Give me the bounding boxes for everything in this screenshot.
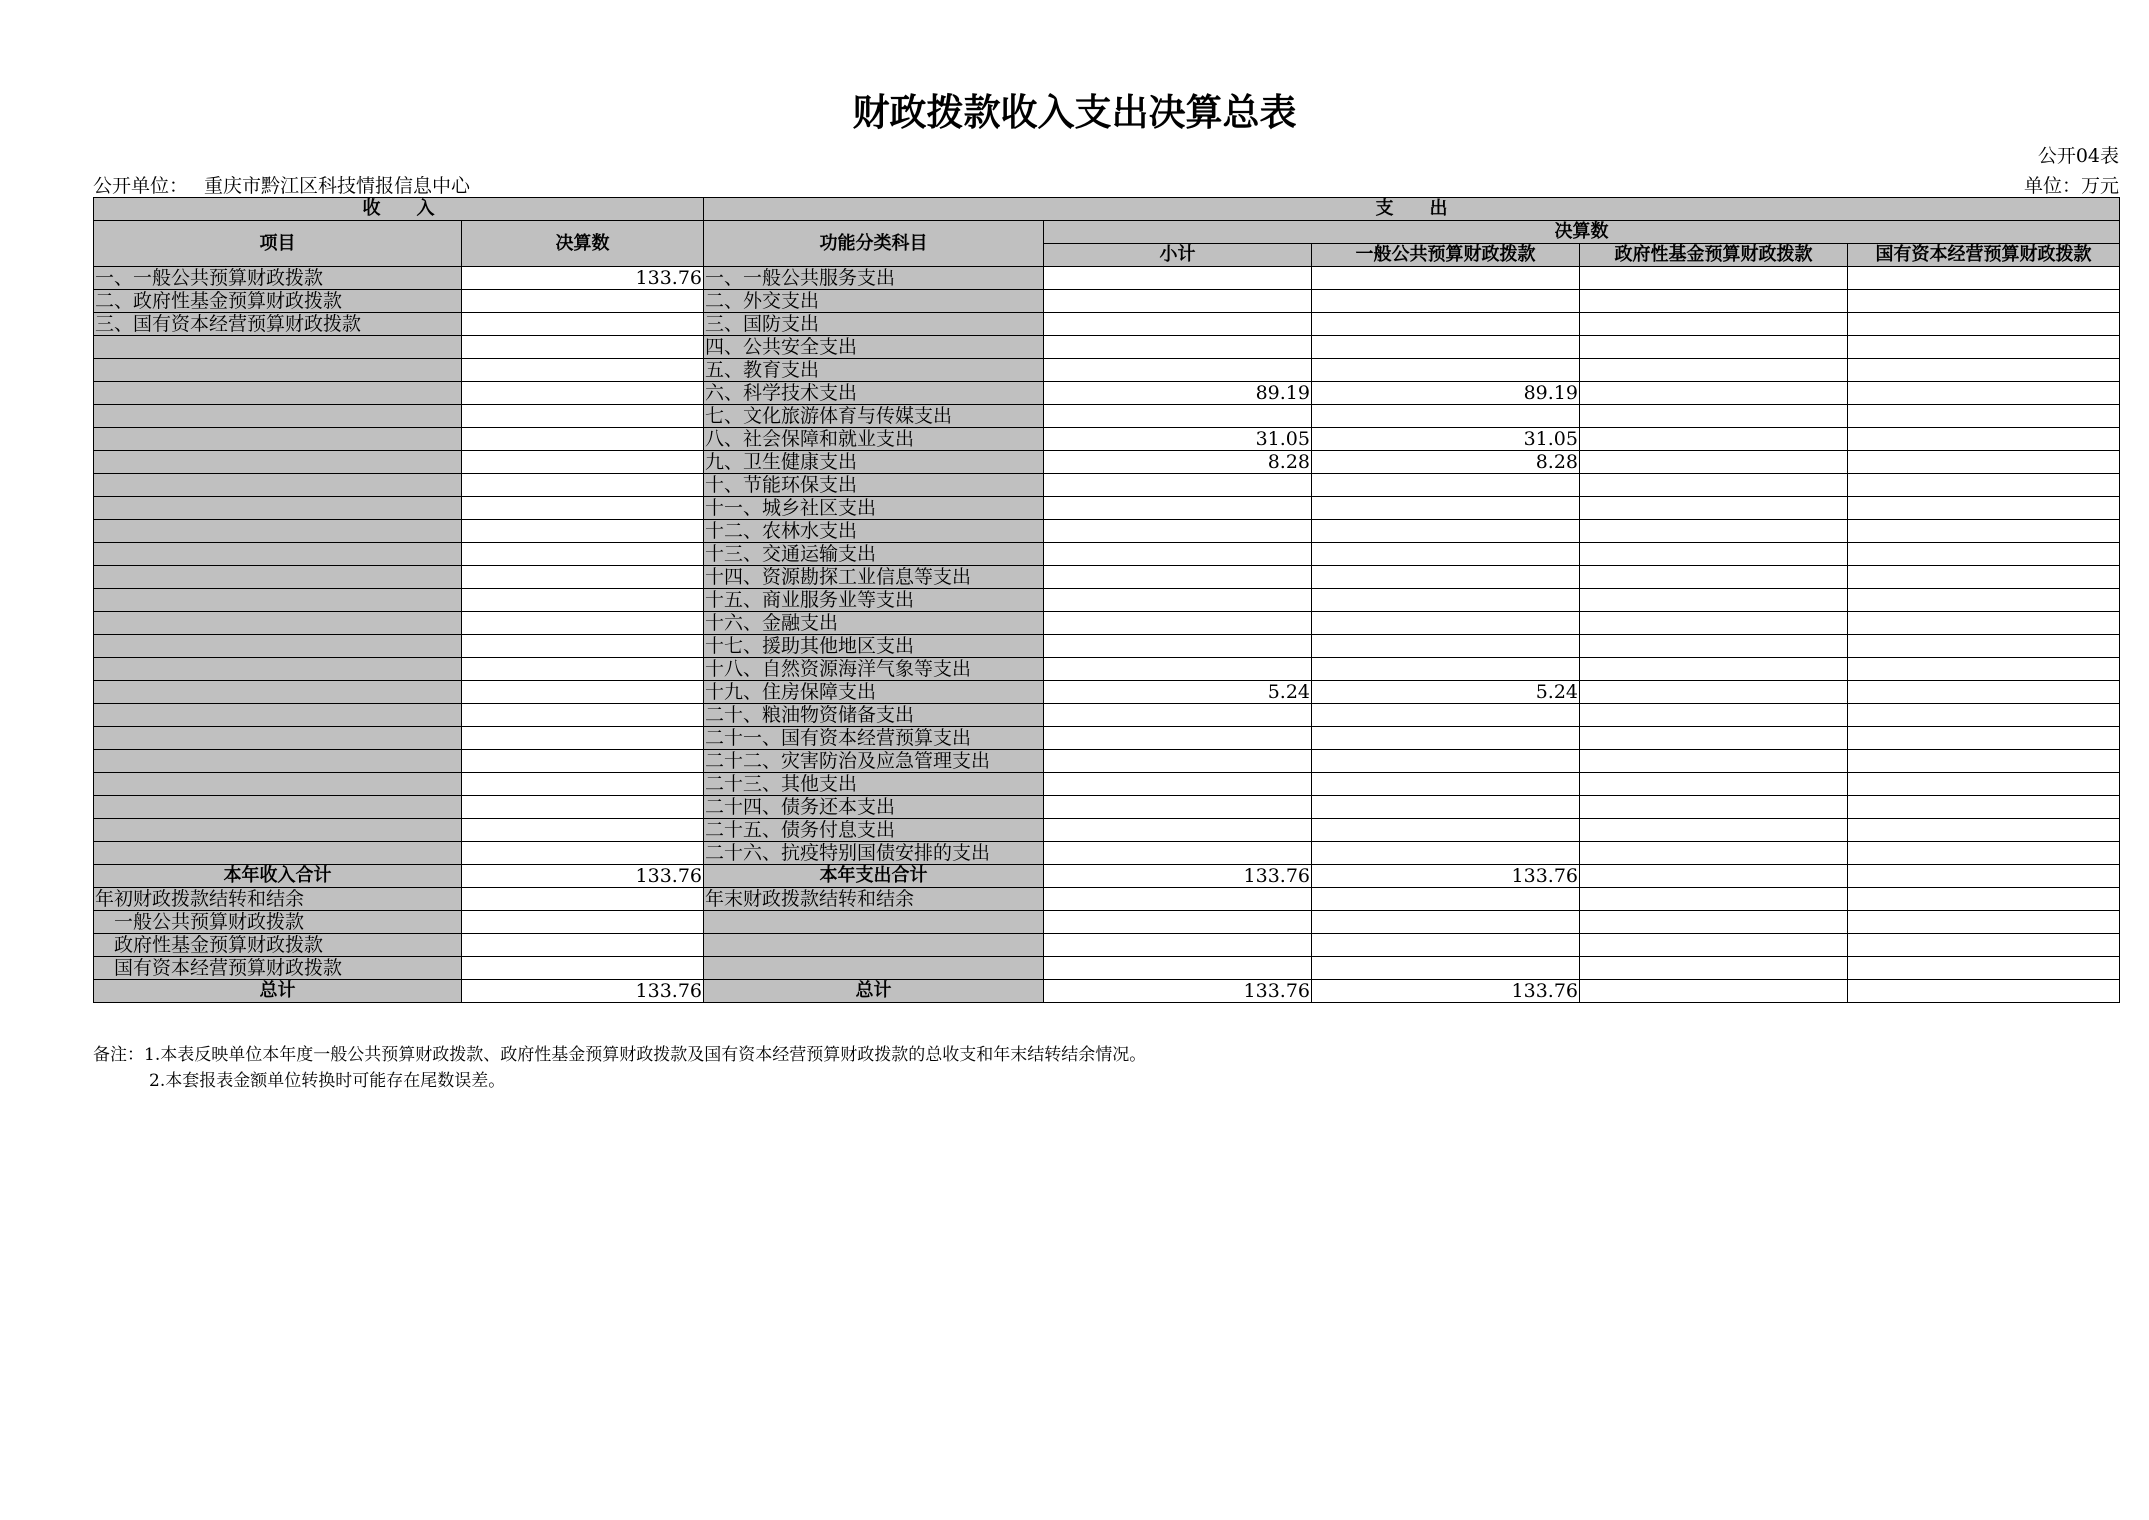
expense-function-cell: 二十四、债务还本支出 (704, 796, 1044, 819)
income-item-cell (94, 451, 462, 474)
income-amount-cell (462, 704, 704, 727)
expense-function-cell (704, 957, 1044, 980)
general-budget-cell (1312, 612, 1580, 635)
table-row (94, 704, 2120, 727)
general-budget-cell (1312, 635, 1580, 658)
general-budget-cell (1312, 474, 1580, 497)
income-amount-cell (462, 497, 704, 520)
subtotal-cell (1044, 405, 1312, 428)
gov-fund-cell (1580, 382, 1848, 405)
state-capital-cell (1848, 842, 2120, 865)
table-row (94, 819, 2120, 842)
income-header: 收 入 (94, 198, 704, 221)
subtotal-cell (1044, 566, 1312, 589)
income-item-cell (94, 497, 462, 520)
expense-function-cell: 二十五、债务付息支出 (704, 819, 1044, 842)
expense-function-cell: 十五、商业服务业等支出 (704, 589, 1044, 612)
subtotal-cell (1044, 796, 1312, 819)
table-row (94, 750, 2120, 773)
state-capital-cell (1848, 773, 2120, 796)
expense-function-cell: 本年支出合计 (704, 865, 1044, 888)
subtotal-cell (1044, 750, 1312, 773)
state-capital-cell (1848, 405, 2120, 428)
general-budget-cell (1312, 911, 1580, 934)
expense-function-cell: 五、教育支出 (704, 359, 1044, 382)
income-amount-cell (462, 382, 704, 405)
page-title: 财政拨款收入支出决算总表 (852, 91, 1297, 134)
state-capital-cell (1848, 819, 2120, 842)
table-row (94, 520, 2120, 543)
subtotal-cell (1044, 589, 1312, 612)
income-item-cell (94, 566, 462, 589)
income-amount-cell (462, 957, 704, 980)
subtotal-cell (1044, 704, 1312, 727)
table-row (94, 543, 2120, 566)
general-budget-cell: 8.28 (1312, 451, 1580, 474)
header-row-2 (94, 221, 2120, 244)
table-row (94, 405, 2120, 428)
gov-fund-cell (1580, 773, 1848, 796)
gov-fund-cell (1580, 566, 1848, 589)
income-amount-cell (462, 796, 704, 819)
expense-function-cell: 七、文化旅游体育与传媒支出 (704, 405, 1044, 428)
notes (93, 1042, 1146, 1094)
year-total-row (94, 865, 2120, 888)
table-row (94, 658, 2120, 681)
income-item-cell (94, 520, 462, 543)
income-item-cell (94, 681, 462, 704)
general-budget-cell (1312, 520, 1580, 543)
expense-function-cell: 四、公共安全支出 (704, 336, 1044, 359)
subtotal-cell (1044, 612, 1312, 635)
org-info (93, 171, 486, 198)
general-budget-cell (1312, 888, 1580, 911)
expense-function-cell: 九、卫生健康支出 (704, 451, 1044, 474)
income-amount-cell (462, 658, 704, 681)
income-item-cell (94, 658, 462, 681)
gov-fund-cell (1580, 520, 1848, 543)
income-item-cell: 国有资本经营预算财政拨款 (94, 957, 462, 980)
general-budget-cell: 31.05 (1312, 428, 1580, 451)
general-budget-header: 一般公共预算财政拨款 (1312, 244, 1580, 267)
gov-fund-cell (1580, 290, 1848, 313)
subtotal-cell (1044, 497, 1312, 520)
subtotal-cell: 8.28 (1044, 451, 1312, 474)
income-item-cell (94, 589, 462, 612)
gov-fund-header: 政府性基金预算财政拨款 (1580, 244, 1848, 267)
income-amount-cell (462, 589, 704, 612)
expense-function-cell: 十三、交通运输支出 (704, 543, 1044, 566)
expense-function-cell: 一、一般公共服务支出 (704, 267, 1044, 290)
general-budget-cell (1312, 497, 1580, 520)
carryover-row (94, 888, 2120, 911)
expense-function-cell: 二十一、国有资本经营预算支出 (704, 727, 1044, 750)
subtotal-cell (1044, 888, 1312, 911)
income-amount-cell: 133.76 (462, 865, 704, 888)
amount-group-header: 决算数 (1044, 221, 2120, 244)
money-unit: 单位：万元 (2023, 175, 2119, 197)
gov-fund-cell (1580, 727, 1848, 750)
gov-fund-cell (1580, 658, 1848, 681)
state-capital-cell (1848, 865, 2120, 888)
expense-function-cell: 二、外交支出 (704, 290, 1044, 313)
general-budget-cell (1312, 589, 1580, 612)
table-row (94, 842, 2120, 865)
table-row (94, 382, 2120, 405)
general-budget-cell (1312, 658, 1580, 681)
subtotal-cell (1044, 911, 1312, 934)
org-label: 公开单位： (93, 175, 189, 197)
income-amount-cell (462, 911, 704, 934)
income-item-cell (94, 750, 462, 773)
gov-fund-cell (1580, 405, 1848, 428)
subtotal-cell (1044, 267, 1312, 290)
gov-fund-cell (1580, 980, 1848, 1003)
income-item-cell (94, 543, 462, 566)
income-amount-cell (462, 888, 704, 911)
income-item-cell (94, 819, 462, 842)
gov-fund-cell (1580, 819, 1848, 842)
subtotal-cell: 133.76 (1044, 865, 1312, 888)
general-budget-cell (1312, 934, 1580, 957)
state-capital-cell (1848, 704, 2120, 727)
carryover-row (94, 911, 2120, 934)
expense-function-cell: 总计 (704, 980, 1044, 1003)
gov-fund-cell (1580, 635, 1848, 658)
subtotal-cell (1044, 635, 1312, 658)
state-capital-cell (1848, 681, 2120, 704)
state-capital-cell (1848, 382, 2120, 405)
state-capital-header: 国有资本经营预算财政拨款 (1848, 244, 2120, 267)
table-row (94, 474, 2120, 497)
income-amount-cell (462, 934, 704, 957)
income-item-cell (94, 704, 462, 727)
gov-fund-cell (1580, 497, 1848, 520)
income-amount-cell (462, 520, 704, 543)
gov-fund-cell (1580, 865, 1848, 888)
subtotal-cell (1044, 934, 1312, 957)
general-budget-cell: 5.24 (1312, 681, 1580, 704)
state-capital-cell (1848, 520, 2120, 543)
income-item-cell (94, 842, 462, 865)
income-amount-cell (462, 842, 704, 865)
carryover-row (94, 934, 2120, 957)
state-capital-cell (1848, 750, 2120, 773)
subtotal-cell (1044, 543, 1312, 566)
expense-function-cell (704, 911, 1044, 934)
gov-fund-cell (1580, 474, 1848, 497)
subtotal-cell: 31.05 (1044, 428, 1312, 451)
state-capital-cell (1848, 796, 2120, 819)
state-capital-cell (1848, 336, 2120, 359)
general-budget-cell (1312, 336, 1580, 359)
income-amount-cell (462, 451, 704, 474)
income-amount-cell (462, 336, 704, 359)
state-capital-cell (1848, 888, 2120, 911)
income-item-cell: 一般公共预算财政拨款 (94, 911, 462, 934)
state-capital-cell (1848, 727, 2120, 750)
income-amount-cell (462, 543, 704, 566)
subtotal-cell: 133.76 (1044, 980, 1312, 1003)
state-capital-cell (1848, 612, 2120, 635)
income-item-cell (94, 474, 462, 497)
gov-fund-cell (1580, 313, 1848, 336)
gov-fund-cell (1580, 359, 1848, 382)
table-row (94, 796, 2120, 819)
general-budget-cell (1312, 290, 1580, 313)
income-amount-cell (462, 819, 704, 842)
org-name: 重庆市黔江区科技情报信息中心 (204, 175, 471, 197)
income-item-cell (94, 336, 462, 359)
item-header: 项目 (94, 221, 462, 267)
table-row (94, 681, 2120, 704)
table-row (94, 773, 2120, 796)
subtotal-cell (1044, 957, 1312, 980)
table-row (94, 336, 2120, 359)
subtotal-cell: 5.24 (1044, 681, 1312, 704)
expense-function-cell: 十四、资源勘探工业信息等支出 (704, 566, 1044, 589)
general-budget-cell (1312, 405, 1580, 428)
income-item-cell (94, 405, 462, 428)
income-amount-cell (462, 681, 704, 704)
income-amount-cell: 133.76 (462, 267, 704, 290)
income-amount-cell (462, 750, 704, 773)
state-capital-cell (1848, 980, 2120, 1003)
state-capital-cell (1848, 589, 2120, 612)
income-item-cell (94, 773, 462, 796)
income-amount-cell (462, 405, 704, 428)
income-item-cell (94, 612, 462, 635)
general-budget-cell (1312, 566, 1580, 589)
subtotal-cell (1044, 773, 1312, 796)
income-item-cell (94, 428, 462, 451)
subtotal-header: 小计 (1044, 244, 1312, 267)
table-row (94, 589, 2120, 612)
expense-function-cell: 十六、金融支出 (704, 612, 1044, 635)
gov-fund-cell (1580, 796, 1848, 819)
state-capital-cell (1848, 957, 2120, 980)
expense-function-cell: 三、国防支出 (704, 313, 1044, 336)
state-capital-cell (1848, 428, 2120, 451)
table-row (94, 428, 2120, 451)
state-capital-cell (1848, 267, 2120, 290)
income-amount-cell (462, 359, 704, 382)
general-budget-cell (1312, 704, 1580, 727)
general-budget-cell: 133.76 (1312, 980, 1580, 1003)
state-capital-cell (1848, 474, 2120, 497)
table-row (94, 635, 2120, 658)
income-item-cell: 政府性基金预算财政拨款 (94, 934, 462, 957)
table-row (94, 612, 2120, 635)
state-capital-cell (1848, 658, 2120, 681)
income-item-cell: 年初财政拨款结转和结余 (94, 888, 462, 911)
general-budget-cell (1312, 543, 1580, 566)
subtotal-cell (1044, 474, 1312, 497)
subtotal-cell (1044, 359, 1312, 382)
state-capital-cell (1848, 566, 2120, 589)
general-budget-cell (1312, 267, 1580, 290)
subtotal-cell (1044, 727, 1312, 750)
table-row (94, 290, 2120, 313)
general-budget-cell (1312, 957, 1580, 980)
general-budget-cell (1312, 819, 1580, 842)
subtotal-cell: 89.19 (1044, 382, 1312, 405)
state-capital-cell (1848, 359, 2120, 382)
income-amount-cell (462, 428, 704, 451)
expense-function-cell: 二十、粮油物资储备支出 (704, 704, 1044, 727)
income-item-cell (94, 727, 462, 750)
subtotal-cell (1044, 520, 1312, 543)
expense-function-cell: 十七、援助其他地区支出 (704, 635, 1044, 658)
amount-header: 决算数 (462, 221, 704, 267)
state-capital-cell (1848, 911, 2120, 934)
income-amount-cell (462, 313, 704, 336)
income-amount-cell (462, 773, 704, 796)
expense-function-cell: 十一、城乡社区支出 (704, 497, 1044, 520)
income-amount-cell (462, 727, 704, 750)
income-item-cell (94, 635, 462, 658)
general-budget-cell (1312, 773, 1580, 796)
table-row (94, 566, 2120, 589)
income-item-cell: 三、国有资本经营预算财政拨款 (94, 313, 462, 336)
income-item-cell: 总计 (94, 980, 462, 1003)
form-number: 公开04表 (2037, 145, 2119, 167)
subtotal-cell (1044, 658, 1312, 681)
gov-fund-cell (1580, 267, 1848, 290)
general-budget-cell (1312, 796, 1580, 819)
gov-fund-cell (1580, 957, 1848, 980)
general-budget-cell (1312, 842, 1580, 865)
expense-function-cell: 六、科学技术支出 (704, 382, 1044, 405)
expense-function-cell: 二十六、抗疫特别国债安排的支出 (704, 842, 1044, 865)
state-capital-cell (1848, 934, 2120, 957)
income-amount-cell (462, 612, 704, 635)
gov-fund-cell (1580, 612, 1848, 635)
state-capital-cell (1848, 543, 2120, 566)
expense-function-cell: 十八、自然资源海洋气象等支出 (704, 658, 1044, 681)
subtotal-cell (1044, 819, 1312, 842)
carryover-row (94, 957, 2120, 980)
state-capital-cell (1848, 451, 2120, 474)
table-row (94, 313, 2120, 336)
expense-function-cell: 十、节能环保支出 (704, 474, 1044, 497)
function-header: 功能分类科目 (704, 221, 1044, 267)
expense-function-cell: 十二、农林水支出 (704, 520, 1044, 543)
subtotal-cell (1044, 842, 1312, 865)
gov-fund-cell (1580, 428, 1848, 451)
subtotal-cell (1044, 290, 1312, 313)
income-amount-cell (462, 474, 704, 497)
subtotal-cell (1044, 336, 1312, 359)
income-amount-cell (462, 566, 704, 589)
note-1: 备注：1.本表反映单位本年度一般公共预算财政拨款、政府性基金预算财政拨款及国有资本经营预算财政拨款的总收支和年末结转结余情况。 (93, 1045, 1147, 1065)
income-item-cell: 二、政府性基金预算财政拨款 (94, 290, 462, 313)
table-row (94, 267, 2120, 290)
table-row (94, 497, 2120, 520)
income-amount-cell: 133.76 (462, 980, 704, 1003)
gov-fund-cell (1580, 589, 1848, 612)
table-row (94, 727, 2120, 750)
subtotal-cell (1044, 313, 1312, 336)
budget-table (93, 197, 2120, 1003)
income-item-cell (94, 382, 462, 405)
income-amount-cell (462, 290, 704, 313)
table-row (94, 451, 2120, 474)
header-row-1 (94, 198, 2120, 221)
general-budget-cell (1312, 313, 1580, 336)
general-budget-cell: 89.19 (1312, 382, 1580, 405)
expense-function-cell: 八、社会保障和就业支出 (704, 428, 1044, 451)
gov-fund-cell (1580, 934, 1848, 957)
gov-fund-cell (1580, 543, 1848, 566)
gov-fund-cell (1580, 750, 1848, 773)
gov-fund-cell (1580, 888, 1848, 911)
income-item-cell: 一、一般公共预算财政拨款 (94, 267, 462, 290)
state-capital-cell (1848, 635, 2120, 658)
income-item-cell (94, 796, 462, 819)
income-item-cell: 本年收入合计 (94, 865, 462, 888)
expense-header: 支 出 (704, 198, 2120, 221)
grand-total-row (94, 980, 2120, 1003)
general-budget-cell (1312, 359, 1580, 382)
expense-function-cell (704, 934, 1044, 957)
general-budget-cell (1312, 750, 1580, 773)
state-capital-cell (1848, 497, 2120, 520)
expense-function-cell: 年末财政拨款结转和结余 (704, 888, 1044, 911)
state-capital-cell (1848, 290, 2120, 313)
gov-fund-cell (1580, 911, 1848, 934)
income-amount-cell (462, 635, 704, 658)
expense-function-cell: 二十三、其他支出 (704, 773, 1044, 796)
gov-fund-cell (1580, 842, 1848, 865)
gov-fund-cell (1580, 451, 1848, 474)
income-item-cell (94, 359, 462, 382)
gov-fund-cell (1580, 704, 1848, 727)
expense-function-cell: 十九、住房保障支出 (704, 681, 1044, 704)
general-budget-cell: 133.76 (1312, 865, 1580, 888)
gov-fund-cell (1580, 336, 1848, 359)
table-row (94, 359, 2120, 382)
general-budget-cell (1312, 727, 1580, 750)
gov-fund-cell (1580, 681, 1848, 704)
state-capital-cell (1848, 313, 2120, 336)
expense-function-cell: 二十二、灾害防治及应急管理支出 (704, 750, 1044, 773)
note-2: 2.本套报表金额单位转换时可能存在尾数误差。 (149, 1071, 506, 1091)
